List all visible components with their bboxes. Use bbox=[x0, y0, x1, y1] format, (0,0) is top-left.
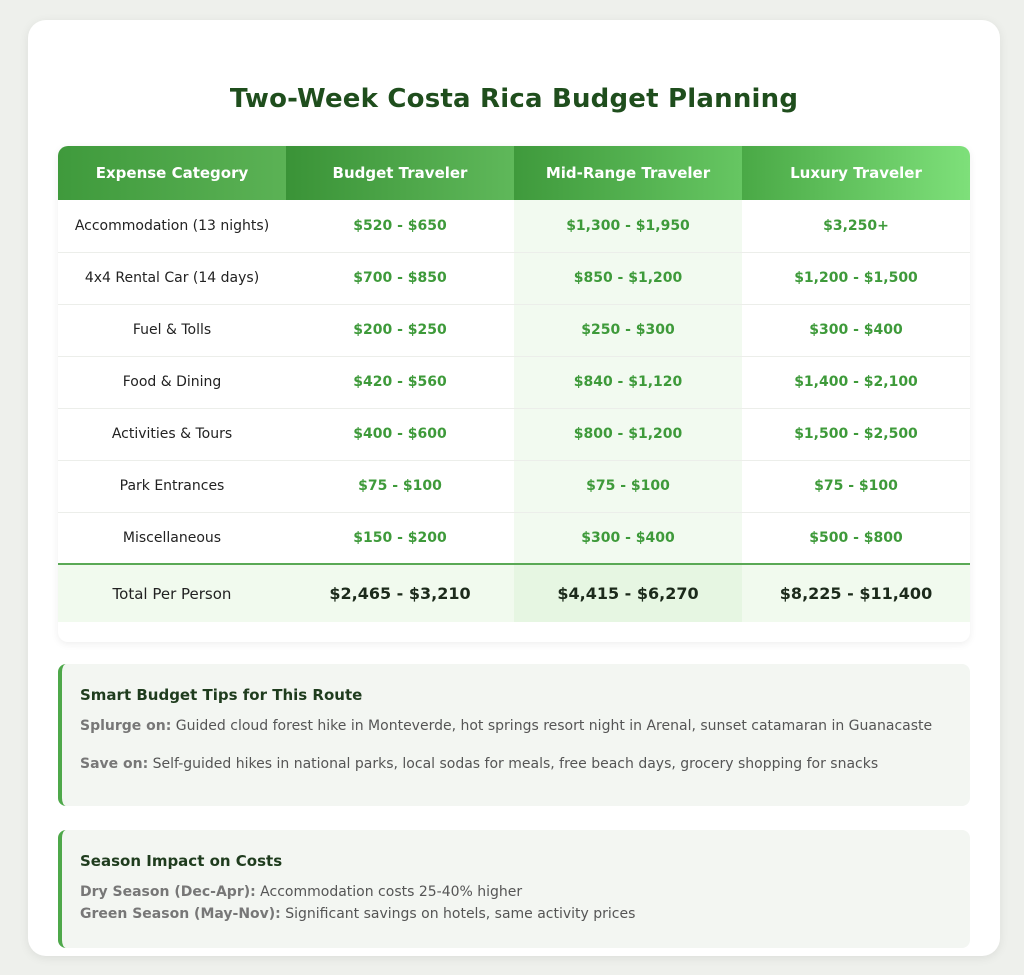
row-mid-value: $300 - $400 bbox=[514, 512, 742, 564]
budget-tips-box bbox=[58, 664, 970, 806]
save-line bbox=[80, 753, 950, 775]
table-row bbox=[58, 460, 970, 512]
splurge-line bbox=[80, 715, 950, 737]
header-mid-range-traveler: Mid-Range Traveler bbox=[514, 146, 742, 200]
table-header-row bbox=[58, 146, 970, 200]
row-category: Park Entrances bbox=[58, 460, 286, 512]
row-luxury-value: $1,400 - $2,100 bbox=[742, 356, 970, 408]
row-budget-value: $75 - $100 bbox=[286, 460, 514, 512]
row-luxury-value: $1,500 - $2,500 bbox=[742, 408, 970, 460]
table-row bbox=[58, 304, 970, 356]
total-luxury: $8,225 - $11,400 bbox=[742, 564, 970, 622]
total-label: Total Per Person bbox=[58, 564, 286, 622]
total-row bbox=[58, 564, 970, 622]
budget-table bbox=[58, 146, 970, 622]
row-luxury-value: $500 - $800 bbox=[809, 529, 903, 546]
dry-season-label: Dry Season (Dec-Apr): bbox=[80, 884, 256, 900]
row-mid-value: $850 - $1,200 bbox=[514, 252, 742, 304]
row-category: Food & Dining bbox=[58, 356, 286, 408]
budget-table-container bbox=[58, 146, 970, 642]
row-category: Fuel & Tolls bbox=[58, 304, 286, 356]
header-luxury-traveler: Luxury Traveler bbox=[742, 146, 970, 200]
row-luxury-value: $3,250+ bbox=[742, 200, 970, 252]
budget-card bbox=[28, 20, 1000, 956]
row-category: Miscellaneous bbox=[122, 529, 222, 546]
save-text: Self-guided hikes in national parks, local sodas for meals, free beach days, grocery shopping for snacks bbox=[148, 756, 879, 772]
splurge-text: Guided cloud forest hike in Monteverde, hot springs resort night in Arenal, sunset catamaran in Guanacaste bbox=[171, 718, 933, 734]
row-mid-value: $1,300 - $1,950 bbox=[514, 200, 742, 252]
header-budget-traveler: Budget Traveler bbox=[286, 146, 514, 200]
row-budget-value: $420 - $560 bbox=[286, 356, 514, 408]
table-row bbox=[58, 512, 970, 564]
table-row bbox=[58, 408, 970, 460]
table-row bbox=[58, 252, 970, 304]
row-mid-value: $800 - $1,200 bbox=[514, 408, 742, 460]
row-mid-value: $75 - $100 bbox=[514, 460, 742, 512]
row-luxury-value: $75 - $100 bbox=[742, 460, 970, 512]
row-budget-value: $150 - $200 bbox=[353, 529, 447, 546]
dry-season-text: Accommodation costs 25-40% higher bbox=[255, 884, 523, 900]
save-label: Save on: bbox=[80, 756, 149, 772]
dry-season-line bbox=[80, 881, 950, 903]
row-mid-value: $840 - $1,120 bbox=[514, 356, 742, 408]
splurge-label: Splurge on: bbox=[80, 718, 172, 734]
tips-title: Smart Budget Tips for This Route bbox=[80, 686, 363, 704]
header-expense-category: Expense Category bbox=[58, 146, 286, 200]
green-season-line bbox=[80, 903, 950, 925]
row-category: 4x4 Rental Car (14 days) bbox=[58, 252, 286, 304]
page-title: Two-Week Costa Rica Budget Planning bbox=[229, 84, 799, 114]
total-mid-range: $4,415 - $6,270 bbox=[514, 564, 742, 622]
season-impact-box bbox=[58, 830, 970, 948]
green-season-label: Green Season (May-Nov): bbox=[80, 906, 281, 922]
total-budget: $2,465 - $3,210 bbox=[286, 564, 514, 622]
row-mid-value: $250 - $300 bbox=[514, 304, 742, 356]
row-category: Accommodation (13 nights) bbox=[58, 200, 286, 252]
season-title: Season Impact on Costs bbox=[80, 852, 283, 870]
row-budget-value: $200 - $250 bbox=[286, 304, 514, 356]
row-luxury-value: $1,200 - $1,500 bbox=[742, 252, 970, 304]
row-category: Activities & Tours bbox=[58, 408, 286, 460]
table-row bbox=[58, 200, 970, 252]
green-season-text: Significant savings on hotels, same activity prices bbox=[280, 906, 636, 922]
row-budget-value: $700 - $850 bbox=[286, 252, 514, 304]
row-budget-value: $520 - $650 bbox=[286, 200, 514, 252]
table-row bbox=[58, 356, 970, 408]
row-budget-value: $400 - $600 bbox=[286, 408, 514, 460]
row-luxury-value: $300 - $400 bbox=[742, 304, 970, 356]
